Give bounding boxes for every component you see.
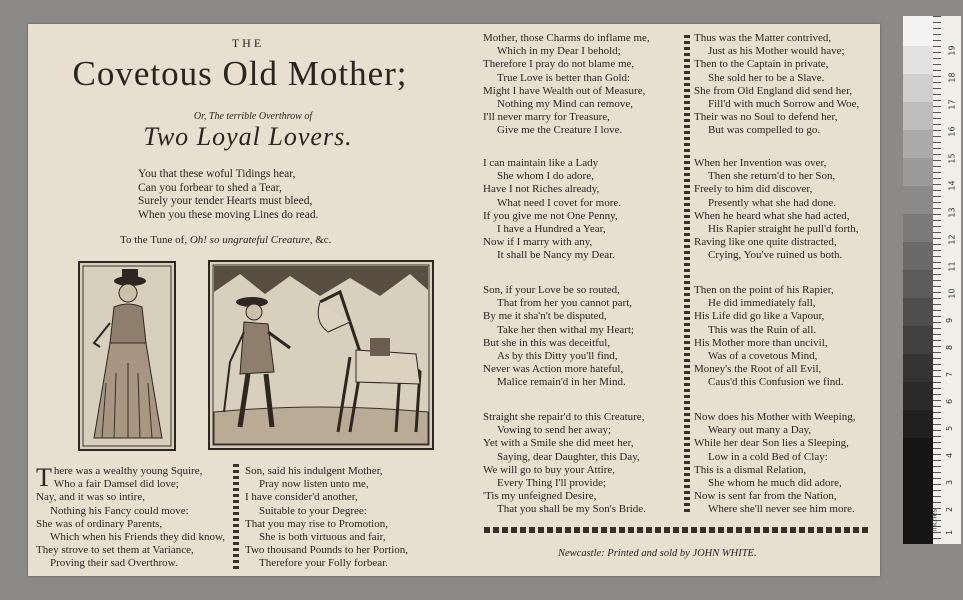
verse-line: Might I have Wealth out of Measure,	[483, 84, 646, 97]
verse-line: Saying, dear Daughter, this Day,	[497, 450, 640, 463]
verse-line: Nay, and it was so intire,	[36, 491, 145, 504]
verse-line: Every Thing I'll provide;	[497, 477, 607, 490]
intro-line: When you these moving Lines do read.	[138, 208, 319, 221]
verse-line: As by this Ditty you'll find,	[497, 350, 618, 363]
verse-line: Therefore I pray do not blame me,	[483, 58, 635, 71]
verse-line: Fill'd with much Sorrow and Woe,	[708, 98, 860, 111]
ruler-number: 10	[947, 288, 957, 299]
stanza	[483, 411, 683, 517]
verse-line: Son, if your Love be so routed,	[483, 284, 620, 296]
verse-line: What need I covet for more.	[497, 196, 621, 209]
stanza	[694, 157, 874, 284]
verse-line: I have consider'd another,	[245, 491, 358, 504]
verse-line: Now does his Mother with Weeping,	[694, 411, 856, 423]
verse-line: I'll never marry for Treasure,	[483, 111, 610, 124]
inch-scale	[933, 16, 961, 544]
verse-line: Caus'd this Confusion we find.	[708, 376, 844, 389]
verse-line: Pray now listen unto me,	[259, 478, 369, 491]
verse-line: Just as his Mother would have;	[708, 45, 845, 58]
verse-line: This is a dismal Relation,	[694, 463, 807, 476]
tune-prefix: To the Tune of,	[120, 234, 188, 246]
verse-line: Therefore your Folly forbear.	[259, 557, 388, 570]
verse-line: Presently what she had done.	[708, 196, 836, 209]
verse-line: She whom he much did adore,	[708, 477, 842, 490]
verse-line: That you shall be my Son's Bride.	[497, 503, 646, 516]
title-lovers: Two Loyal Lovers.	[143, 122, 353, 151]
verse-line: She sold her to be a Slave.	[708, 71, 825, 84]
verse-line: Weary out many a Day,	[708, 424, 812, 437]
ruler-number: 12	[947, 234, 957, 245]
verse-line: She is both virtuous and fair,	[259, 531, 386, 544]
verse-col3	[694, 32, 874, 517]
verse-line: Give me the Creature I love.	[497, 124, 623, 137]
verse-line: Never was Action more hateful,	[483, 363, 624, 376]
verse-line: Then she return'd to her Son,	[708, 170, 836, 183]
stanza	[483, 32, 683, 152]
ruler-number: 9	[945, 317, 955, 324]
verse-line: Now is sent far from the Nation,	[694, 490, 837, 503]
verse-line: She whom I do adore,	[497, 170, 594, 183]
ruler-number: 5	[945, 425, 955, 432]
stanza	[694, 411, 874, 517]
verse-line: I can maintain like a Lady	[483, 157, 599, 169]
ruler-number: 17	[947, 99, 957, 110]
verse-line: Money's the Root of all Evil,	[694, 363, 822, 376]
verse-line: 'Tis my unfeigned Desire,	[483, 490, 597, 503]
verse-line: Thus was the Matter contrived,	[694, 32, 832, 44]
verse-line: Malice remain'd in her Mind.	[497, 376, 626, 389]
verse-line: Low in a cold Bed of Clay:	[708, 450, 828, 463]
intro-verse	[138, 168, 398, 222]
column-divider	[233, 464, 239, 569]
verse-col1b	[245, 465, 445, 571]
ruler-number: 7	[945, 371, 955, 378]
intro-line: Surely your tender Hearts must bleed,	[138, 195, 313, 207]
column-divider	[684, 34, 690, 512]
verse-line: Now if I marry with any,	[483, 236, 593, 249]
tune-name: Oh! so ungrateful Creature,	[189, 234, 313, 246]
title-the: THE	[231, 36, 265, 50]
ruler-number: 3	[945, 479, 955, 486]
stanza	[483, 284, 683, 411]
ruler-number: 11	[947, 261, 957, 272]
stanza	[694, 284, 874, 411]
verse-line: Which when his Friends they did know,	[50, 531, 225, 544]
intro-line: You that these woful Tidings hear,	[138, 168, 296, 180]
verse-line: Nothing my Mind can remove,	[497, 98, 633, 111]
tune-line	[120, 234, 420, 246]
verse-line: It shall be Nancy my Dear.	[497, 249, 615, 262]
verse-line: When he heard what she had acted,	[694, 209, 850, 222]
verse-line: His Life did go like a Vapour,	[694, 310, 825, 323]
verse-line: She from Old England did send her,	[694, 84, 853, 97]
verse-col2	[483, 32, 683, 517]
dropcap: T	[36, 463, 52, 492]
verse-line: Crying, You've ruined us both.	[708, 249, 843, 262]
ruler-number: 15	[947, 153, 957, 164]
verse-line: here was a wealthy young Squire,	[53, 465, 203, 477]
verse-line: When her Invention was over,	[694, 157, 827, 169]
page-title: Covetous Old Mother;	[72, 54, 408, 93]
ruler-number: 19	[947, 45, 957, 56]
verse-line: By me it sha'n't be disputed,	[483, 310, 607, 323]
ruler-number: 8	[945, 344, 955, 351]
verse-line: Nothing his Fancy could move:	[50, 504, 189, 517]
verse-line: Two thousand Pounds to her Portion,	[245, 544, 409, 557]
ruler-number: 14	[947, 180, 957, 191]
verse-line: Have I not Riches already,	[483, 183, 600, 196]
verse-line: They strove to set them at Variance,	[36, 544, 194, 557]
ruler-number: 4	[945, 452, 955, 459]
ruler-unit-label: inches	[930, 508, 939, 532]
verse-line: Yet with a Smile she did meet her,	[483, 437, 634, 450]
verse-line: Suitable to your Degree:	[259, 504, 367, 517]
woodcut-woman-image	[78, 261, 176, 451]
verse-line: But she in this was deceitful,	[483, 336, 611, 349]
stanza	[483, 157, 683, 284]
verse-line: While her dear Son lies a Sleeping,	[694, 437, 849, 450]
ruler-number: 16	[947, 126, 957, 137]
verse-line: True Love is better than Gold:	[497, 71, 631, 84]
ruler-number: 1	[945, 529, 955, 536]
stanza	[694, 32, 874, 152]
verse-line: He did immediately fall,	[708, 297, 816, 310]
verse-line: Proving their sad Overthrow.	[50, 557, 178, 570]
ruler-number: 6	[945, 398, 955, 405]
verse-line: We will go to buy your Attire,	[483, 463, 616, 476]
verse-line: Then to the Captain in private,	[694, 58, 829, 71]
verse-line: Their was no Soul to defend her,	[694, 111, 838, 124]
verse-line: His Rapier straight he pull'd forth,	[708, 223, 859, 236]
verse-line: Raving like one quite distracted,	[694, 236, 837, 249]
verse-line: That you may rise to Promotion,	[245, 517, 388, 530]
verse-line: Freely to him did discover,	[694, 183, 813, 196]
verse-line: I have a Hundred a Year,	[497, 223, 606, 236]
verse-line: Which in my Dear I behold;	[497, 45, 621, 58]
imprint: Newcastle: Printed and sold by JOHN WHITE.	[558, 548, 757, 559]
ruler-number: 2	[945, 506, 955, 513]
intro-line: Can you forbear to shed a Tear,	[138, 181, 282, 194]
verse-line: But was compelled to go.	[708, 124, 821, 137]
verse-line: Then on the point of his Rapier,	[694, 284, 834, 296]
verse-line: Where she'll never see him more.	[708, 503, 855, 516]
verse-line: Son, said his indulgent Mother,	[245, 465, 383, 477]
verse-line: She was of ordinary Parents,	[36, 517, 163, 530]
color-scale-ruler	[903, 16, 961, 544]
verse-col1a	[36, 465, 236, 571]
grayscale-patches	[903, 16, 933, 544]
verse-line: Mother, those Charms do inflame me,	[483, 32, 650, 44]
subtitle: Or, The terrible Overthrow of	[193, 111, 313, 122]
ruler-number: 18	[947, 72, 957, 83]
woodcut-man-horse-image	[208, 260, 434, 450]
verse-line: Who a fair Damsel did love;	[53, 478, 179, 491]
verse-line: Straight she repair'd to this Creature,	[483, 411, 645, 423]
verse-line: This was the Ruin of all.	[708, 323, 817, 336]
ornamental-rule	[484, 527, 868, 533]
verse-line: That from her you cannot part,	[497, 297, 633, 310]
verse-line: If you give me not One Penny,	[483, 209, 618, 222]
verse-line: Vowing to send her away;	[497, 424, 612, 437]
verse-line: His Mother more than uncivil,	[694, 336, 828, 349]
ruler-number: 13	[947, 207, 957, 218]
broadside-sheet	[28, 24, 880, 576]
verse-line: Was of a covetous Mind,	[708, 350, 818, 363]
verse-line: Take her then withal my Heart;	[497, 323, 634, 336]
tune-suffix: &c.	[315, 234, 332, 246]
